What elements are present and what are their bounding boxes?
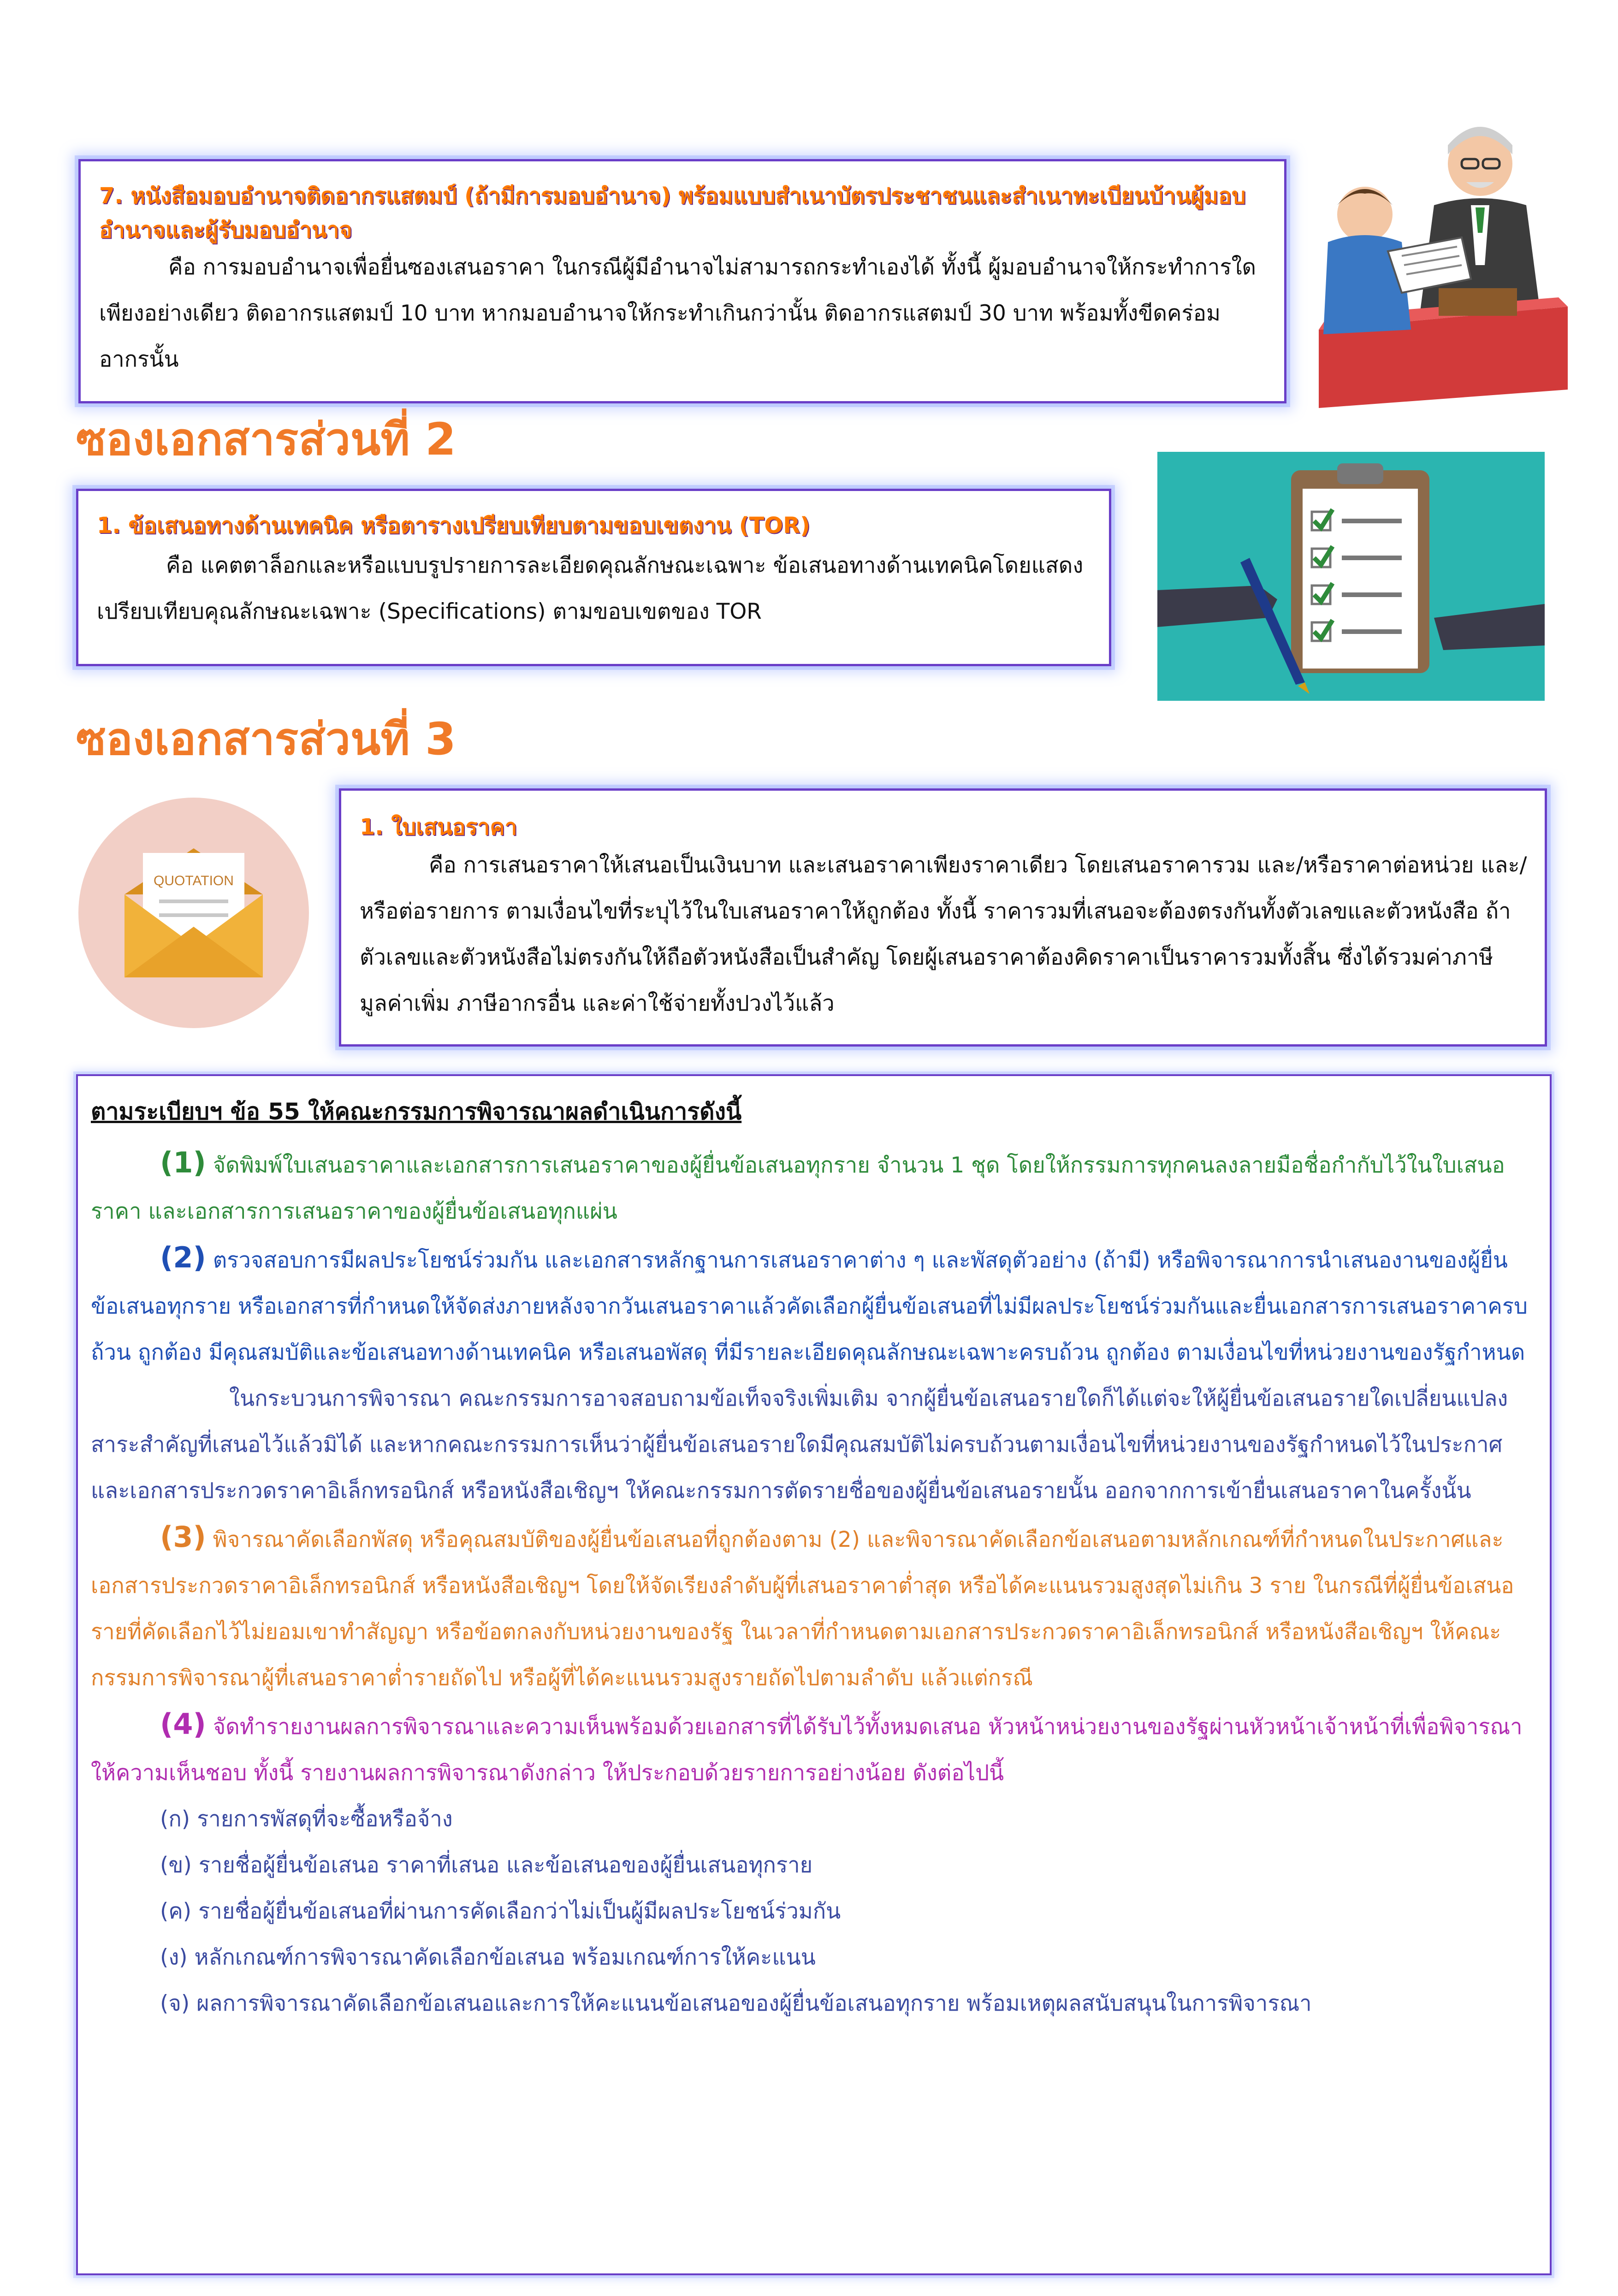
rules-item4-number: (4) (160, 1707, 206, 1741)
rules-subitems (91, 1796, 1531, 2027)
rules-item4-text: จัดทำรายงานผลการพิจารณาและความเห็นพร้อมด้วยเอกสารที่ได้รับไว้ทั้งหมดเสนอ หัวหน้าหน่วยงานของรัฐผ่านหัวหน้าเจ้าหน้าที่เพื่อพิจารณาให้ความเห็นชอบ ทั้งนี้ รายงานผลการพิจารณาดังกล่าว ให้ประกอบด้วยรายการอย่างน้อย ดังต่อไปนี้ (91, 1714, 1523, 1786)
rules-item1-number: (1) (160, 1146, 206, 1179)
rules-subitem: (ง) หลักเกณฑ์การพิจารณาคัดเลือกข้อเสนอ พร้อมเกณฑ์การให้คะแนน (160, 1945, 816, 1970)
rules-item3 (91, 1514, 1531, 1701)
rules-item2 (91, 1235, 1531, 1376)
rules-subitem: (ก) รายการพัสดุที่จะซื้อหรือจ้าง (160, 1806, 453, 1832)
part2-title: ซองเอกสารส่วนที่ 2 (76, 414, 456, 465)
section1-body: คือ การมอบอำนาจเพื่อยื่นซองเสนอราคา ในกรณีผู้มีอำนาจไม่สามารถกระทำเองได้ ทั้งนี้ ผู้มอบอำนาจให้กระทำการใดเพียงอย่างเดียว ติดอากรแสตมป์ 10 บาท หากมอบอำนาจให้กระทำเกินกว่านั้น ติดอากรแสตมป์ 30 บาท พร้อมทั้งขีดคร่อมอากรนั้น (99, 254, 1256, 372)
rules-item3-number: (3) (160, 1520, 206, 1554)
rules-subitem: (ข) รายชื่อผู้ยื่นข้อเสนอ ราคาที่เสนอ และข้อเสนอของผู้ยื่นเสนอทุกราย (160, 1852, 813, 1878)
rules-item2-paragraph: ในกระบวนการพิจารณา คณะกรรมการอาจสอบถามข้อเท็จจริงเพิ่มเติม จากผู้ยื่นข้อเสนอรายใดก็ได้แต่จะให้ผู้ยื่นข้อเสนอรายใดเปลี่ยนแปลงสาระสำคัญที่เสนอไว้แล้วมิได้ และหากคณะกรรมการเห็นว่าผู้ยื่นข้อเสนอรายใดมีคุณสมบัติไม่ครบถ้วนตามเงื่อนไขที่หน่วยงานของรัฐกำหนดไว้ในประกาศและเอกสารประกวดราคาอิเล็กทรอนิกส์ หรือหนังสือเชิญฯ ให้คณะกรรมการตัดรายชื่อของผู้ยื่นข้อเสนอรายนั้น ออกจากการเข้ายื่นเสนอราคาในครั้งนั้น (91, 1386, 1508, 1503)
rules-subitem: (จ) ผลการพิจารณาคัดเลือกข้อเสนอและการให้คะแนนข้อเสนอของผู้ยื่นข้อเสนอทุกราย พร้อมเหตุผลสนับสนุนในการพิจารณา (160, 1991, 1312, 2016)
part2-box (76, 489, 1111, 666)
part3-body: คือ การเสนอราคาให้เสนอเป็นเงินบาท และเสนอราคาเพียงราคาเดียว โดยเสนอราคารวม และ/หรือราคาต่อหน่วย และ/หรือต่อรายการ ตามเงื่อนไขที่ระบุไว้ในใบเสนอราคาให้ถูกต้อง ทั้งนี้ ราคารวมที่เสนอจะต้องตรงกันทั้งตัวเลขและตัวหนังสือ ถ้าตัวเลขและตัวหนังสือไม่ตรงกันให้ถือตัวหนังสือเป็นสำคัญ โดยผู้เสนอราคาต้องคิดราคาเป็นราคารวมทั้งสิ้น ซึ่งได้รวมค่าภาษีมูลค่าเพิ่ม ภาษีอากรอื่น และค่าใช้จ่ายทั้งปวงไว้แล้ว (360, 852, 1527, 1016)
part2-heading: 1. ข้อเสนอทางด้านเทคนิค หรือตารางเปรียบเทียบตามขอบเขตงาน (TOR) (97, 513, 811, 538)
rules-item1 (91, 1140, 1531, 1235)
quotation-envelope-illustration (74, 793, 314, 1033)
rules-item4 (91, 1701, 1531, 1796)
part3-box (339, 788, 1547, 1047)
rules-box (76, 1074, 1552, 2275)
section1-box (78, 159, 1286, 403)
rules-item1-text: จัดพิมพ์ใบเสนอราคาและเอกสารการเสนอราคาของผู้ยื่นข้อเสนอทุกราย จำนวน 1 ชุด โดยให้กรรมการทุกคนลงลายมือชื่อกำกับไว้ในใบเสนอราคา และเอกสารการเสนอราคาของผู้ยื่นข้อเสนอทุกแผ่น (91, 1153, 1505, 1224)
rules-item2-text: ตรวจสอบการมีผลประโยชน์ร่วมกัน และเอกสารหลักฐานการเสนอราคาต่าง ๆ และพัสดุตัวอย่าง (ถ้ามี) หรือพิจารณาการนำเสนองานของผู้ยื่นข้อเสนอทุกราย หรือเอกสารที่กำหนดให้จัดส่งภายหลังจากวันเสนอราคาแล้วคัดเลือกผู้ยื่นข้อเสนอที่ไม่มีผลประโยชน์ร่วมกันและยื่นเอกสารการเสนอราคาครบถ้วน ถูกต้อง มีคุณสมบัติและข้อเสนอทางด้านเทคนิค หรือเสนอพัสดุ ที่มีรายละเอียดคุณลักษณะเฉพาะครบถ้วน ถูกต้อง ตามเงื่อนไขที่หน่วยงานของรัฐกำหนด (91, 1248, 1528, 1365)
part2-body: คือ แคตตาล็อกและหรือแบบรูปรายการละเอียดคุณลักษณะเฉพาะ ข้อเสนอทางด้านเทคนิคโดยแสดงเปรียบเทียบคุณลักษณะเฉพาะ (Specifications) ตามขอบเขตของ TOR (97, 553, 1084, 624)
rules-title: ตามระเบียบฯ ข้อ 55 ให้คณะกรรมการพิจารณาผลดำเนินการดังนี้ (91, 1098, 742, 1125)
envelope-label: QUOTATION (154, 873, 234, 888)
attorney-illustration (1310, 113, 1577, 413)
part3-heading: 1. ใบเสนอราคา (360, 814, 517, 840)
rules-item3-text: พิจารณาคัดเลือกพัสดุ หรือคุณสมบัติของผู้ยื่นข้อเสนอที่ถูกต้องตาม (2) และพิจารณาคัดเลือกข้อเสนอตามหลักเกณฑ์ที่กำหนดในประกาศและเอกสารประกวดราคาอิเล็กทรอนิกส์ หรือหนังสือเชิญฯ โดยให้จัดเรียงลำดับผู้ที่เสนอราคาต่ำสุด หรือได้คะแนนรวมสูงสุดไม่เกิน 3 ราย ในกรณีที่ผู้ยื่นข้อเสนอรายที่คัดเลือกไว้ไม่ยอมเขาทำสัญญา หรือข้อตกลงกับหน่วยงานของรัฐ ในเวลาที่กำหนดตามเอกสารประกวดราคาอิเล็กทรอนิกส์ หรือหนังสือเชิญฯ ให้คณะกรรมการพิจารณาผู้ที่เสนอราคาต่ำรายถัดไป หรือผู้ที่ได้คะแนนรวมสูงรายถัดไปตามลำดับ แล้วแต่กรณี (91, 1527, 1514, 1691)
checklist-illustration (1157, 452, 1545, 701)
rules-item2-number: (2) (160, 1241, 206, 1274)
section1-heading: 7. หนังสือมอบอำนาจติดอากรแสตมป์ (ถ้ามีการมอบอำนาจ) พร้อมแบบสำเนาบัตรประชาชนและสำเนาทะเบียนบ้านผู้มอบอำนาจและผู้รับมอบอำนาจ (99, 183, 1246, 243)
part3-title: ซองเอกสารส่วนที่ 3 (76, 713, 456, 765)
rules-subitem: (ค) รายชื่อผู้ยื่นข้อเสนอที่ผ่านการคัดเลือกว่าไม่เป็นผู้มีผลประโยชน์ร่วมกัน (160, 1899, 841, 1924)
